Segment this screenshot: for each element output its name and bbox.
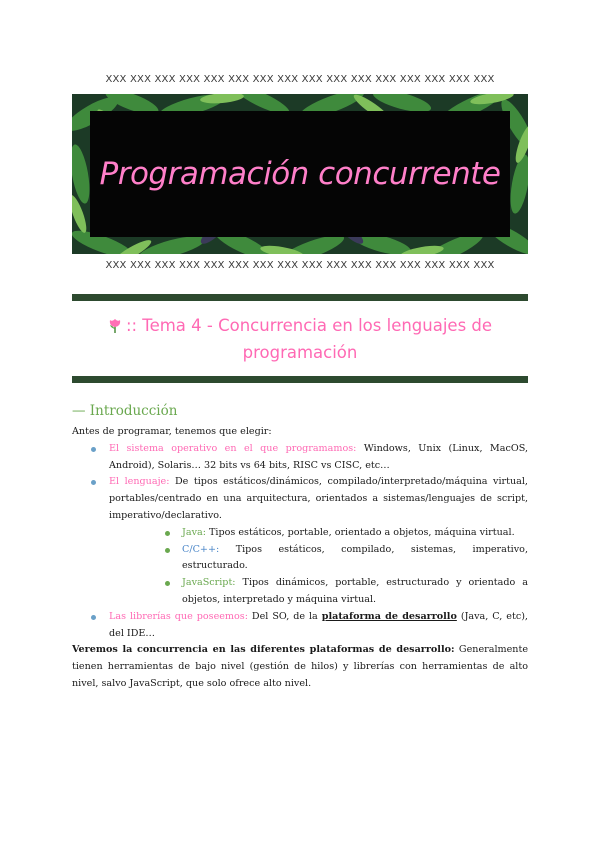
sub-text: Tipos dinámicos, portable, estructurado y orientado a objetos, interpretado y máquina virtual.	[182, 577, 528, 605]
item-emphasis: plataforma de desarrollo	[321, 610, 457, 622]
sublist-item-javascript	[109, 575, 528, 609]
leaf-strip-bottom	[72, 376, 528, 383]
sub-text: Tipos estáticos, portable, orientado a objetos, máquina virtual.	[205, 526, 515, 538]
item-label: El sistema operativo en el que programamos:	[109, 442, 357, 454]
decorative-x-row-top: XXX XXX XXX XXX XXX XXX XXX XXX XXX XXX XXX XXX XXX XXX XXX XXX	[105, 74, 495, 85]
intro-heading: — Introducción	[72, 403, 178, 419]
sub-text: Tipos estáticos, compilado, sistemas, imperativo, estructurado.	[182, 543, 528, 572]
document-title: Programación concurrente	[99, 156, 501, 192]
section-heading-line1: :: Tema 4 - Concurrencia en los lenguajes de	[125, 316, 493, 335]
section-heading	[72, 314, 528, 365]
intro-content	[72, 424, 528, 693]
closing-text: Generalmente tienen herramientas de bajo nivel (gestión de hilos) y librerías con herramientas de alto nivel, salvo JavaScript, que solo ofrece alto nivel.	[72, 644, 528, 689]
choices-list	[72, 441, 528, 643]
item-text-after: (Java, C, etc), del IDE…	[109, 610, 528, 639]
list-item-libraries	[72, 609, 528, 643]
title-banner	[72, 94, 528, 254]
item-label: Las librerías que poseemos:	[109, 610, 248, 622]
list-item-language	[72, 474, 528, 608]
sublist-item-java	[109, 525, 528, 542]
sublist-item-c	[109, 542, 528, 576]
sub-label: C/C++:	[182, 543, 220, 555]
closing-paragraph	[72, 642, 528, 692]
sub-label: JavaScript:	[182, 577, 236, 589]
list-item-os	[72, 441, 528, 475]
item-text: Windows, Unix (Linux, MacOS, Android), Solaris… 32 bits vs 64 bits, RISC vs CISC, etc…	[109, 442, 528, 471]
decorative-x-row-bottom: XXX XXX XXX XXX XXX XXX XXX XXX XXX XXX XXX XXX XXX XXX XXX XXX	[105, 260, 495, 271]
sub-label: Java:	[182, 526, 206, 538]
tulip-icon	[108, 317, 122, 341]
section-heading-line2: programación	[242, 343, 358, 362]
intro-lead: Antes de programar, tenemos que elegir:	[72, 426, 272, 437]
closing-bold: Veremos la concurrencia en las diferentes plataformas de desarrollo:	[72, 644, 455, 656]
languages-sublist	[109, 525, 528, 609]
item-text: Del SO, de la	[247, 610, 322, 622]
title-box	[90, 111, 510, 237]
leaf-strip-top	[72, 294, 528, 301]
item-label: El lenguaje:	[109, 476, 170, 488]
item-text: De tipos estáticos/dinámicos, compilado/interpretado/máquina virtual, portables/centrado en una arquitectura, orientados a sistemas/lenguajes de script, imperativo/declarativo.	[109, 476, 528, 521]
